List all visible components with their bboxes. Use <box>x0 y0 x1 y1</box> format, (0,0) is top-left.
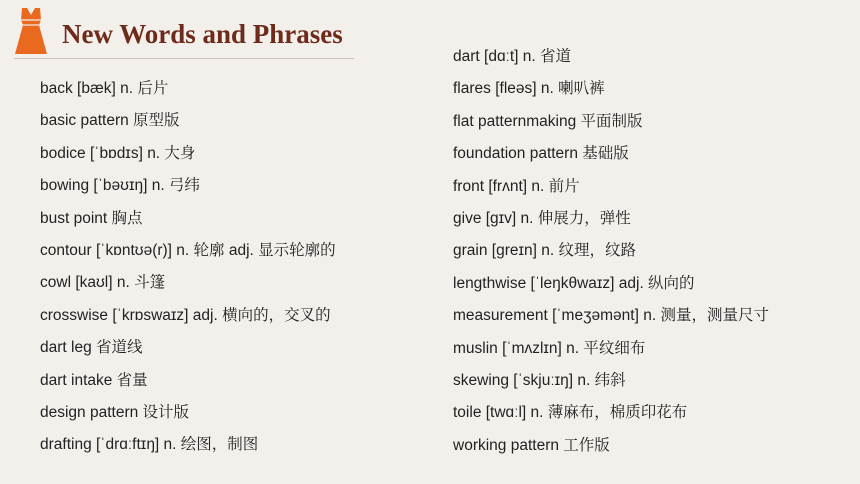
vocab-entry: foundation pattern 基础版 <box>453 145 629 163</box>
vocab-entry: dart leg 省道线 <box>40 339 143 357</box>
vocab-entry: give [ɡɪv] n. 伸展力，弹性 <box>453 209 631 227</box>
title-divider <box>14 58 354 59</box>
vocab-entry: dart intake 省量 <box>40 371 148 389</box>
vocab-entry: toile [twɑːl] n. 薄麻布，棉质印花布 <box>453 404 688 422</box>
vocab-entry: design pattern 设计版 <box>40 403 190 421</box>
vocab-entry: measurement [ˈmeʒəmənt] n. 测量，测量尺寸 <box>453 307 769 325</box>
vocab-entry: drafting [ˈdrɑːftɪŋ] n. 绘图，制图 <box>40 436 259 454</box>
vocab-entry: lengthwise [ˈleŋkθwaɪz] adj. 纵向的 <box>453 274 695 292</box>
vocab-entry: muslin [ˈmʌzlɪn] n. 平纹细布 <box>453 339 646 357</box>
vocab-entry: basic pattern 原型版 <box>40 112 180 130</box>
vocabulary-list-left <box>40 75 336 464</box>
dress-icon <box>14 6 48 56</box>
vocab-entry: contour [ˈkɒntʊə(r)] n. 轮廓 adj. 显示轮廓的 <box>40 241 336 259</box>
page-title: New Words and Phrases <box>62 19 343 49</box>
vocab-entry: working pattern 工作版 <box>453 436 610 454</box>
vocab-entry: back [bæk] n. 后片 <box>40 80 169 97</box>
vocab-entry: bust point 胸点 <box>40 209 143 227</box>
vocab-entry: crosswise [ˈkrɒswaɪz] adj. 横向的，交叉的 <box>40 306 331 324</box>
vocab-entry: grain [ɡreɪn] n. 纹理，纹路 <box>453 242 636 260</box>
vocab-entry: front [frʌnt] n. 前片 <box>453 177 580 195</box>
vocab-entry: cowl [kaʊl] n. 斗篷 <box>40 274 166 292</box>
vocab-entry: bowing [ˈbəʊɪŋ] n. 弓纬 <box>40 177 200 195</box>
vocab-entry: flat patternmaking 平面制版 <box>453 112 643 130</box>
vocab-entry: dart [dɑːt] n. 省道 <box>453 48 572 65</box>
vocabulary-list-right <box>453 43 769 464</box>
vocab-entry: flares [fleəs] n. 喇叭裤 <box>453 80 605 98</box>
vocab-entry: skewing [ˈskjuːɪŋ] n. 纬斜 <box>453 371 626 389</box>
vocab-entry: bodice [ˈbɒdɪs] n. 大身 <box>40 144 196 162</box>
